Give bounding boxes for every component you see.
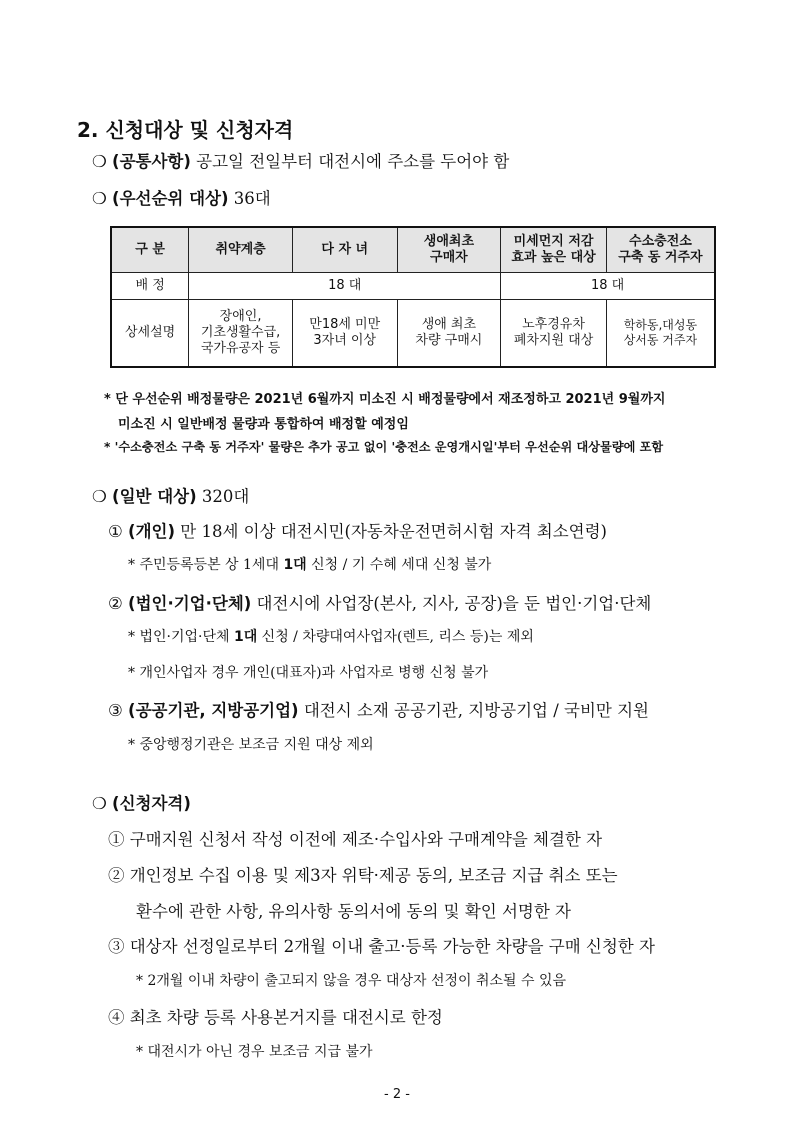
table-header: 다 자 녀: [292, 227, 397, 273]
qualification-note: * 2개월 이내 차량이 출고되지 않을 경우 대상자 선정이 취소될 수 있음: [136, 973, 567, 989]
note-line: * 단 우선순위 배정물량은 2021년 6월까지 미소진 시 배정물량에서 재조정하고 2021년 9월까지: [104, 392, 666, 407]
priority-table: [110, 226, 716, 368]
general-label: (일반 대상): [112, 487, 197, 506]
general-item: ② (법인·기업·단체) 대전시에 사업장(본사, 지사, 공장)을 둔 법인·기업·단체: [108, 594, 652, 613]
table-cell: 18 대: [501, 273, 715, 300]
bullet-icon: ❍: [92, 152, 107, 171]
priority-count: 36대: [228, 189, 271, 208]
qualification-item: ① 구매지원 신청서 작성 이전에 제조·수입사와 구매계약을 체결한 자: [108, 830, 603, 849]
table-header: 구 분: [111, 227, 189, 273]
table-cell: 노후경유차 폐차지원 대상: [501, 300, 607, 368]
qualification-note: * 대전시가 아닌 경우 보조금 지급 불가: [136, 1044, 373, 1060]
table-header: 생애최초 구매자: [397, 227, 501, 273]
section-title: 2. 신청대상 및 신청자격: [77, 118, 294, 142]
general-note: * 주민등록등본 상 1세대 1대 신청 / 기 수혜 세대 신청 불가: [128, 557, 492, 573]
note-line: * '수소충전소 구축 동 거주자' 물량은 추가 공고 없이 '충전소 운영개시일'부터 우선순위 대상물량에 포함: [104, 440, 664, 454]
table-cell: 생애 최초 차량 구매시: [397, 300, 501, 368]
page-number: - 2 -: [384, 1087, 410, 1102]
qualification-label: (신청자격): [112, 794, 191, 813]
table-cell: 만18세 미만 3자녀 이상: [292, 300, 397, 368]
general-item: ③ (공공기관, 지방공기업) 대전시 소재 공공기관, 지방공기업 / 국비만 지원: [108, 701, 649, 720]
table-header: 미세먼지 저감 효과 높은 대상: [501, 227, 607, 273]
qualification-item: ④ 최초 차량 등록 사용본거지를 대전시로 한정: [108, 1008, 443, 1027]
table-header: 수소충전소 구축 동 거주자: [606, 227, 715, 273]
general-target: [92, 483, 249, 507]
qualification-item: ② 개인정보 수집 이용 및 제3자 위탁·제공 동의, 보조금 지급 취소 또는: [108, 866, 618, 885]
qualification-item: 환수에 관한 사항, 유의사항 동의서에 동의 및 확인 서명한 자: [136, 902, 571, 921]
common-label: (공통사항): [112, 152, 191, 171]
general-note: * 법인·기업·단체 1대 신청 / 차량대여사업자(렌트, 리스 등)는 제외: [128, 629, 534, 645]
general-note: * 중앙행정기관은 보조금 지원 대상 제외: [128, 737, 374, 753]
qualification-heading: [92, 790, 191, 814]
bullet-icon: ❍: [92, 487, 107, 506]
table-header: 취약계층: [189, 227, 293, 273]
common-text: 공고일 전일부터 대전시에 주소를 두어야 함: [190, 152, 510, 171]
common-requirement: [92, 148, 509, 172]
priority-label: (우선순위 대상): [112, 189, 229, 208]
bullet-icon: ❍: [92, 189, 107, 208]
bullet-icon: ❍: [92, 794, 107, 813]
table-cell: 배 정: [111, 273, 189, 300]
qualification-item: ③ 대상자 선정일로부터 2개월 이내 출고·등록 가능한 차량을 구매 신청한 자: [108, 937, 655, 956]
table-cell: 장애인, 기초생활수급, 국가유공자 등: [189, 300, 293, 368]
general-count: 320대: [196, 487, 250, 506]
general-note: * 개인사업자 경우 개인(대표자)과 사업자로 병행 신청 불가: [128, 665, 489, 681]
table-cell: 18 대: [189, 273, 501, 300]
note-line: 미소진 시 일반배정 물량과 통합하여 배정할 예정임: [118, 417, 409, 432]
priority-target: [92, 185, 271, 209]
general-item: ① (개인) 만 18세 이상 대전시민(자동차운전면허시험 자격 최소연령): [108, 522, 607, 541]
table-cell: 학하동,대성동 상서동 거주자: [606, 300, 715, 368]
table-cell: 상세설명: [111, 300, 189, 368]
